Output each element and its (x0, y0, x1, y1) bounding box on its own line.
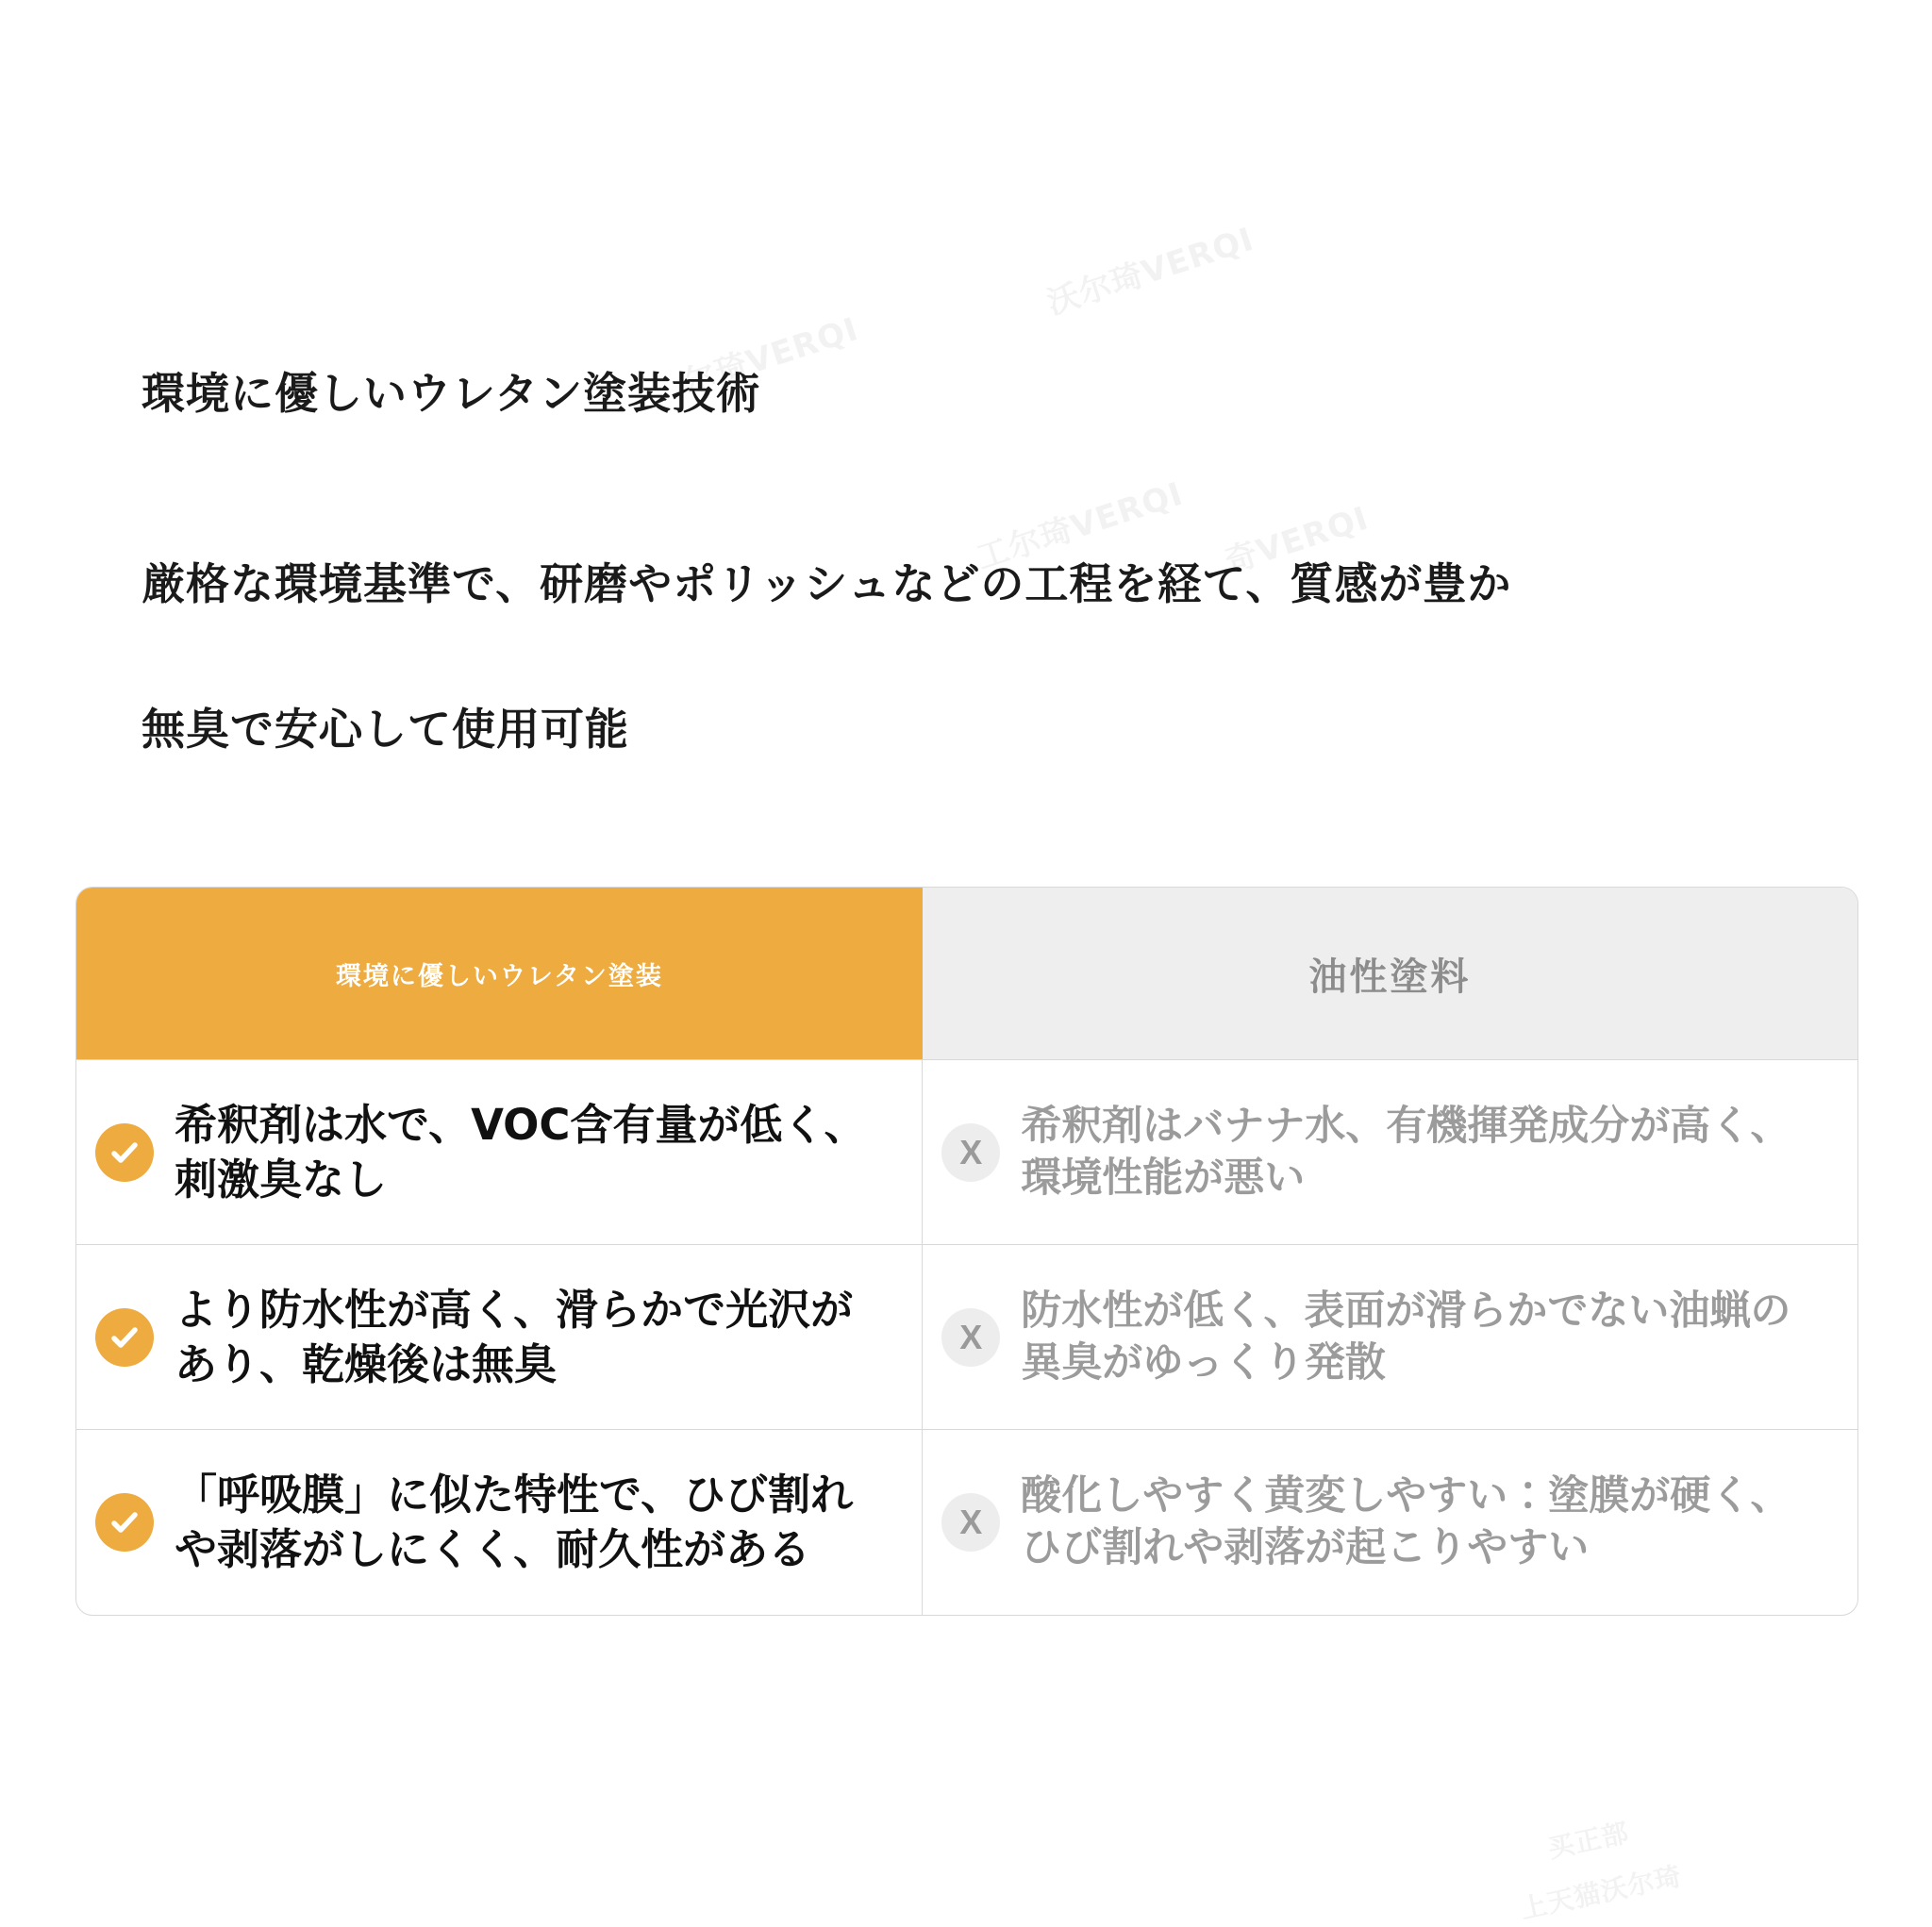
table-cell-bad (923, 1060, 1857, 1245)
table-row (76, 1245, 1857, 1430)
cell-text: 希釈剤はバナナ水、有機揮発成分が高く、環境性能が悪い (1021, 1102, 1791, 1202)
check-icon (95, 1493, 154, 1552)
cell-text: 「呼吸膜」に似た特性で、ひび割れや剥落がしにくく、耐久性がある (175, 1470, 854, 1574)
watermark: 沃尔琦VERQI (1042, 220, 1258, 323)
cell-text: 酸化しやすく黄変しやすい：塗膜が硬く、ひび割れや剥落が起こりやすい (1021, 1471, 1791, 1571)
subtitle-line-1: 厳格な環境基準で、研磨やポリッシュなどの工程を経て、質感が豊か (142, 557, 1512, 609)
x-icon: X (941, 1493, 1000, 1552)
cell-text: 防水性が低く、表面が滑らかでない油蝋の異臭がゆっくり発散 (1021, 1287, 1791, 1387)
cell-text: 希釈剤は水で、VOC含有量が低く、刺激臭なし (175, 1100, 867, 1204)
heading-block (142, 370, 1840, 754)
table-cell-bad (923, 1430, 1857, 1615)
subtitle-line-2: 無臭で安心して使用可能 (142, 704, 629, 756)
table-cell-bad (923, 1245, 1857, 1430)
check-icon (95, 1308, 154, 1367)
cell-text: より防水性が高く、滑らかで光沢があり、乾燥後は無臭 (175, 1285, 854, 1389)
watermark: 奇VERQI (1220, 499, 1374, 582)
watermark: 工尔琦VERQI (972, 474, 1188, 577)
table-cell-good (76, 1430, 923, 1615)
comparison-table (75, 887, 1858, 1616)
table-row (76, 1060, 1857, 1245)
table-header-right: 油性塗料 (923, 888, 1857, 1060)
watermark: 买正部 (1544, 1817, 1632, 1865)
check-icon (95, 1123, 154, 1182)
x-icon: X (941, 1123, 1000, 1182)
table-header-left: 環境に優しいウレタン塗装 (76, 888, 923, 1060)
table-row (76, 1430, 1857, 1615)
watermark: 尔琦VERQI (678, 310, 863, 403)
page-title: 環境に優しいウレタン塗装技術 (142, 368, 761, 419)
table-header-row (76, 888, 1857, 1060)
table-cell-good (76, 1060, 923, 1245)
watermark: 上天猫沃尔琦 (1517, 1860, 1685, 1925)
x-icon: X (941, 1308, 1000, 1367)
table-cell-good (76, 1245, 923, 1430)
